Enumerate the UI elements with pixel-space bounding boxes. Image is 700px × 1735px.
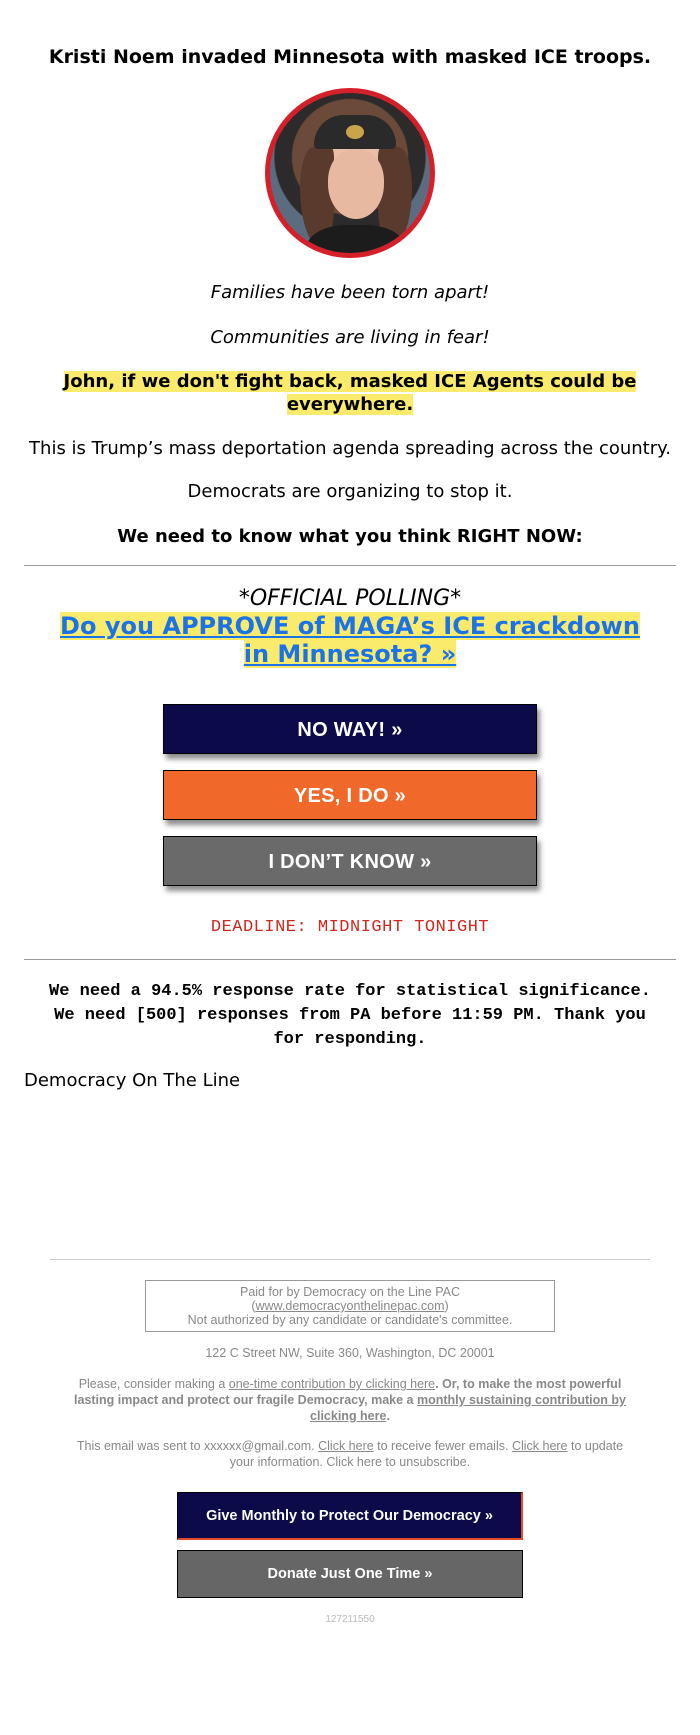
donate-once-button[interactable]: Donate Just One Time » — [177, 1550, 523, 1598]
footer-divider — [50, 1259, 650, 1260]
poll-label: *OFFICIAL POLLING* — [238, 586, 462, 611]
no-way-button[interactable]: NO WAY! » — [163, 704, 537, 754]
not-authorized-line: Not authorized by any candidate or candidate's committee. — [187, 1313, 513, 1327]
give-monthly-button[interactable]: Give Monthly to Protect Our Democracy » — [177, 1492, 523, 1540]
footer — [24, 1259, 676, 1625]
communities-line: Communities are living in fear! — [210, 327, 490, 348]
deportation-paragraph: This is Trump’s mass deportation agenda spreading across the country. — [29, 438, 671, 459]
deadline-text: DEADLINE: MIDNIGHT TONIGHT — [210, 918, 490, 937]
divider — [24, 565, 676, 566]
highlight-text: John, if we don't fight back, masked ICE Agents could be everywhere. — [63, 371, 637, 415]
fewer-emails-link[interactable]: Click here — [318, 1439, 374, 1453]
families-line: Families have been torn apart! — [210, 282, 490, 303]
poll-question-link[interactable]: Do you APPROVE of MAGA’s ICE crackdown in Minnesota? » — [60, 612, 640, 668]
need-to-know-heading: We need to know what you think RIGHT NOW: — [117, 526, 583, 547]
tracking-code: 127211550 — [325, 1614, 375, 1625]
one-time-contribution-link[interactable]: one-time contribution by clicking here — [228, 1377, 436, 1391]
headline: Kristi Noem invaded Minnesota with masked ICE troops. — [48, 46, 652, 68]
paid-for-line: Paid for by Democracy on the Line PAC — [239, 1285, 460, 1299]
update-info-link[interactable]: Click here — [511, 1439, 568, 1453]
poll-question — [24, 612, 676, 668]
pac-website-link[interactable]: www.democracyonthelinepac.com — [255, 1299, 445, 1313]
email-body — [24, 46, 676, 1625]
portrait-photo — [265, 88, 435, 258]
monthly-contribution-link[interactable]: monthly sustaining contribution by clicking here — [310, 1393, 626, 1423]
highlight-paragraph — [24, 370, 676, 416]
mailing-address: 122 C Street NW, Suite 360, Washington, DC 20001 — [205, 1346, 495, 1360]
paid-url-line: (www.democracyonthelinepac.com) — [251, 1299, 449, 1313]
divider — [24, 959, 676, 960]
contribution-text: Please, consider making a one-time contribution by clicking here. Or, to make the most powerful lasting impact and protect our fragile Democracy, make a monthly sustaining contribution by clicking here. — [74, 1377, 626, 1423]
paid-for-box — [145, 1280, 555, 1332]
email-sent-notice: This email was sent to xxxxxx@gmail.com. Click here to receive fewer emails. Click here to update your information. Click here to unsubscribe. — [76, 1439, 624, 1469]
democrats-paragraph: Democrats are organizing to stop it. — [187, 481, 513, 502]
dont-know-button[interactable]: I DON’T KNOW » — [163, 836, 537, 886]
signature: Democracy On The Line — [24, 1070, 241, 1091]
photo-container — [24, 88, 676, 258]
response-rate-text: We need a 94.5% response rate for statistical significance. We need [500] responses from PA before 11:59 PM. Thank you for responding. — [49, 982, 651, 1049]
yes-button[interactable]: YES, I DO » — [163, 770, 537, 820]
